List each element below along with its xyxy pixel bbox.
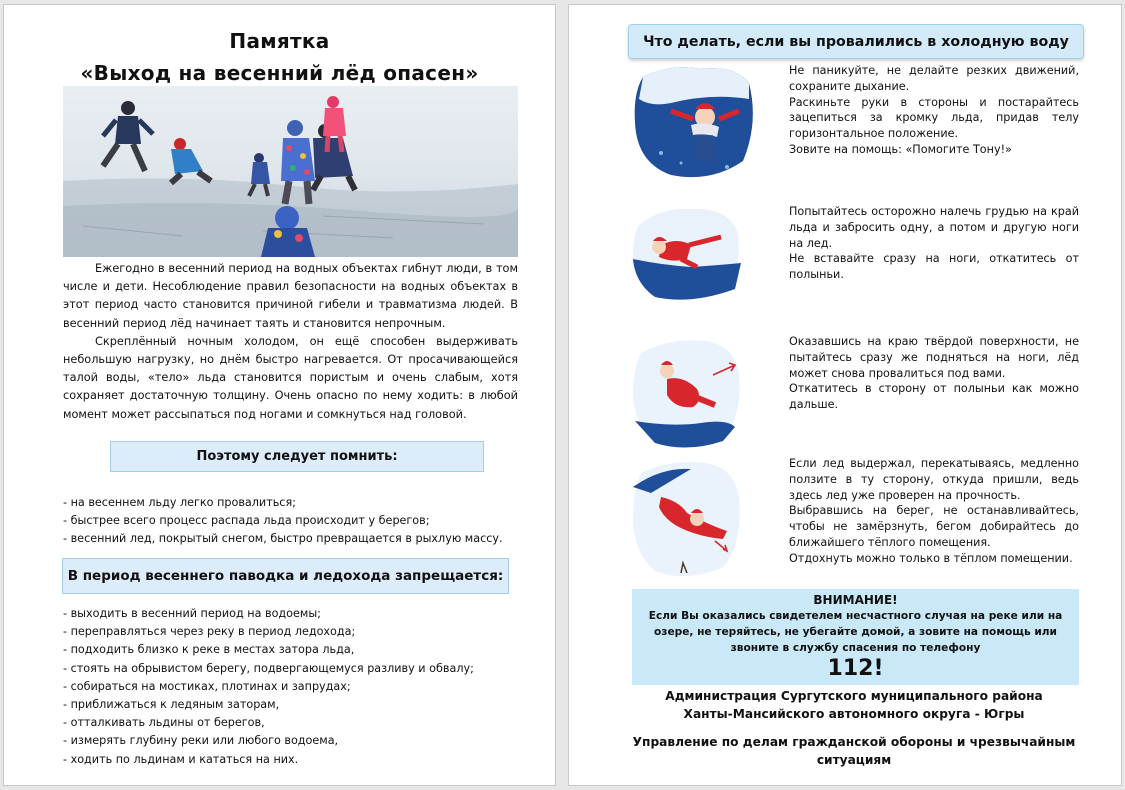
illustration-in-water	[631, 63, 759, 185]
list-item: - ходить по льдинам и кататься на них.	[63, 752, 299, 766]
list-item: - переправляться через реку в период ледохода;	[63, 625, 356, 639]
list-item: - быстрее всего процесс распада льда происходит у берегов;	[63, 514, 430, 528]
intro-text	[63, 260, 518, 424]
list-item: - отталкивать льдины от берегов,	[63, 716, 265, 730]
administration-block	[609, 687, 1099, 723]
intro-paragraph-2: Скреплённый ночным холодом, он ещё способен выдерживать небольшую нагрузку, но днём быстро нагревается. От просачивающейся талой воды, «тело» льда становится пористым и очень слабым, хотя сохраняет достаточную толщину. Очень опасно по нему ходить: в любой момент может рассыпаться под ногами и сомкнуться над головой.	[63, 334, 518, 421]
list-item: - собираться на мостиках, плотинах и запрудах;	[63, 679, 351, 693]
forbidden-list	[63, 605, 523, 769]
emergency-number: 112!	[827, 656, 884, 681]
list-item: - на весеннем льду легко провалиться;	[63, 496, 296, 509]
department-name: Управление по делам гражданской обороны и чрезвычайным ситуациям	[632, 735, 1076, 767]
left-page	[3, 4, 556, 786]
attention-box	[632, 589, 1079, 685]
step-3-text: Оказавшись на краю твёрдой поверхности, не пытайтесь сразу же подняться на ноги, лёд может снова провалиться под вами. Откатитесь в сторону от полыньи как можно дальше.	[789, 335, 1079, 412]
remember-list	[63, 494, 523, 549]
illustration-crawling-to-shore	[631, 457, 743, 589]
list-item: - выходить в весенний период на водоемы;	[63, 607, 321, 620]
intro-paragraph-1: Ежегодно в весенний период на водных объектах гибнут люди, в том числе и дети. Несоблюдение правил безопасности на водных объектах в этот период часто становится причиной гибели и травматизма людей. В весенний период лёд начинает таять и становится непрочным.	[63, 262, 518, 330]
illustration-climbing-onto-ice	[631, 205, 743, 309]
forbidden-heading: В период весеннего паводка и ледохода запрещается:	[62, 558, 509, 594]
children-on-ice-photo	[63, 86, 518, 257]
step-4-text: Если лед выдержал, перекатываясь, медленно ползите в ту сторону, откуда пришли, ведь здесь лед уже проверен на прочность. Выбравшись на берег, не останавливайтесь, чтобы не замёрзнуть, бегом добирайтесь до ближайшего тёплого помещения. Отдохнуть можно только в тёплом помещении.	[789, 457, 1079, 565]
memo-subtitle: «Выход на весенний лёд опасен»	[80, 61, 479, 85]
list-item: - приближаться к ледяным заторам,	[63, 698, 280, 712]
admin-line-2: Ханты-Мансийского автономного округа - Югры	[683, 707, 1025, 721]
step-1-text: Не паникуйте, не делайте резких движений, сохраните дыхание. Раскиньте руки в стороны и постарайтесь зацепиться за кромку льда, придав телу горизонтальное положение. Зовите на помощь: «Помогите Тону!»	[789, 64, 1079, 156]
list-item: - измерять глубину реки или любого водоема,	[63, 734, 339, 748]
step-2-text: Попытайтесь осторожно налечь грудью на край льда и забросить одну, а потом и другую ноги на лед. Не вставайте сразу на ноги, откатитесь от полыньи.	[789, 205, 1079, 282]
illustration-rolling-away	[631, 335, 743, 457]
list-item: - подходить близко к реке в местах затора льда,	[63, 643, 355, 657]
right-page	[568, 4, 1122, 786]
rescue-header: Что делать, если вы провалились в холодную воду	[628, 24, 1084, 59]
attention-text: Если Вы оказались свидетелем несчастного случая на реке или на озере, не теряйтесь, не убегайте домой, а зовите на помощь или звоните в службу спасения по телефону	[648, 610, 1063, 654]
list-item: - весенний лед, покрытый снегом, быстро превращается в рыхлую массу.	[63, 532, 503, 546]
memo-title: Памятка	[229, 29, 330, 53]
remember-heading: Поэтому следует помнить:	[110, 441, 484, 472]
admin-line-1: Администрация Сургутского муниципального района	[665, 689, 1043, 703]
attention-heading: ВНИМАНИЕ!	[813, 593, 898, 607]
list-item: - стоять на обрывистом берегу, подвергающемуся разливу и обвалу;	[63, 661, 474, 675]
